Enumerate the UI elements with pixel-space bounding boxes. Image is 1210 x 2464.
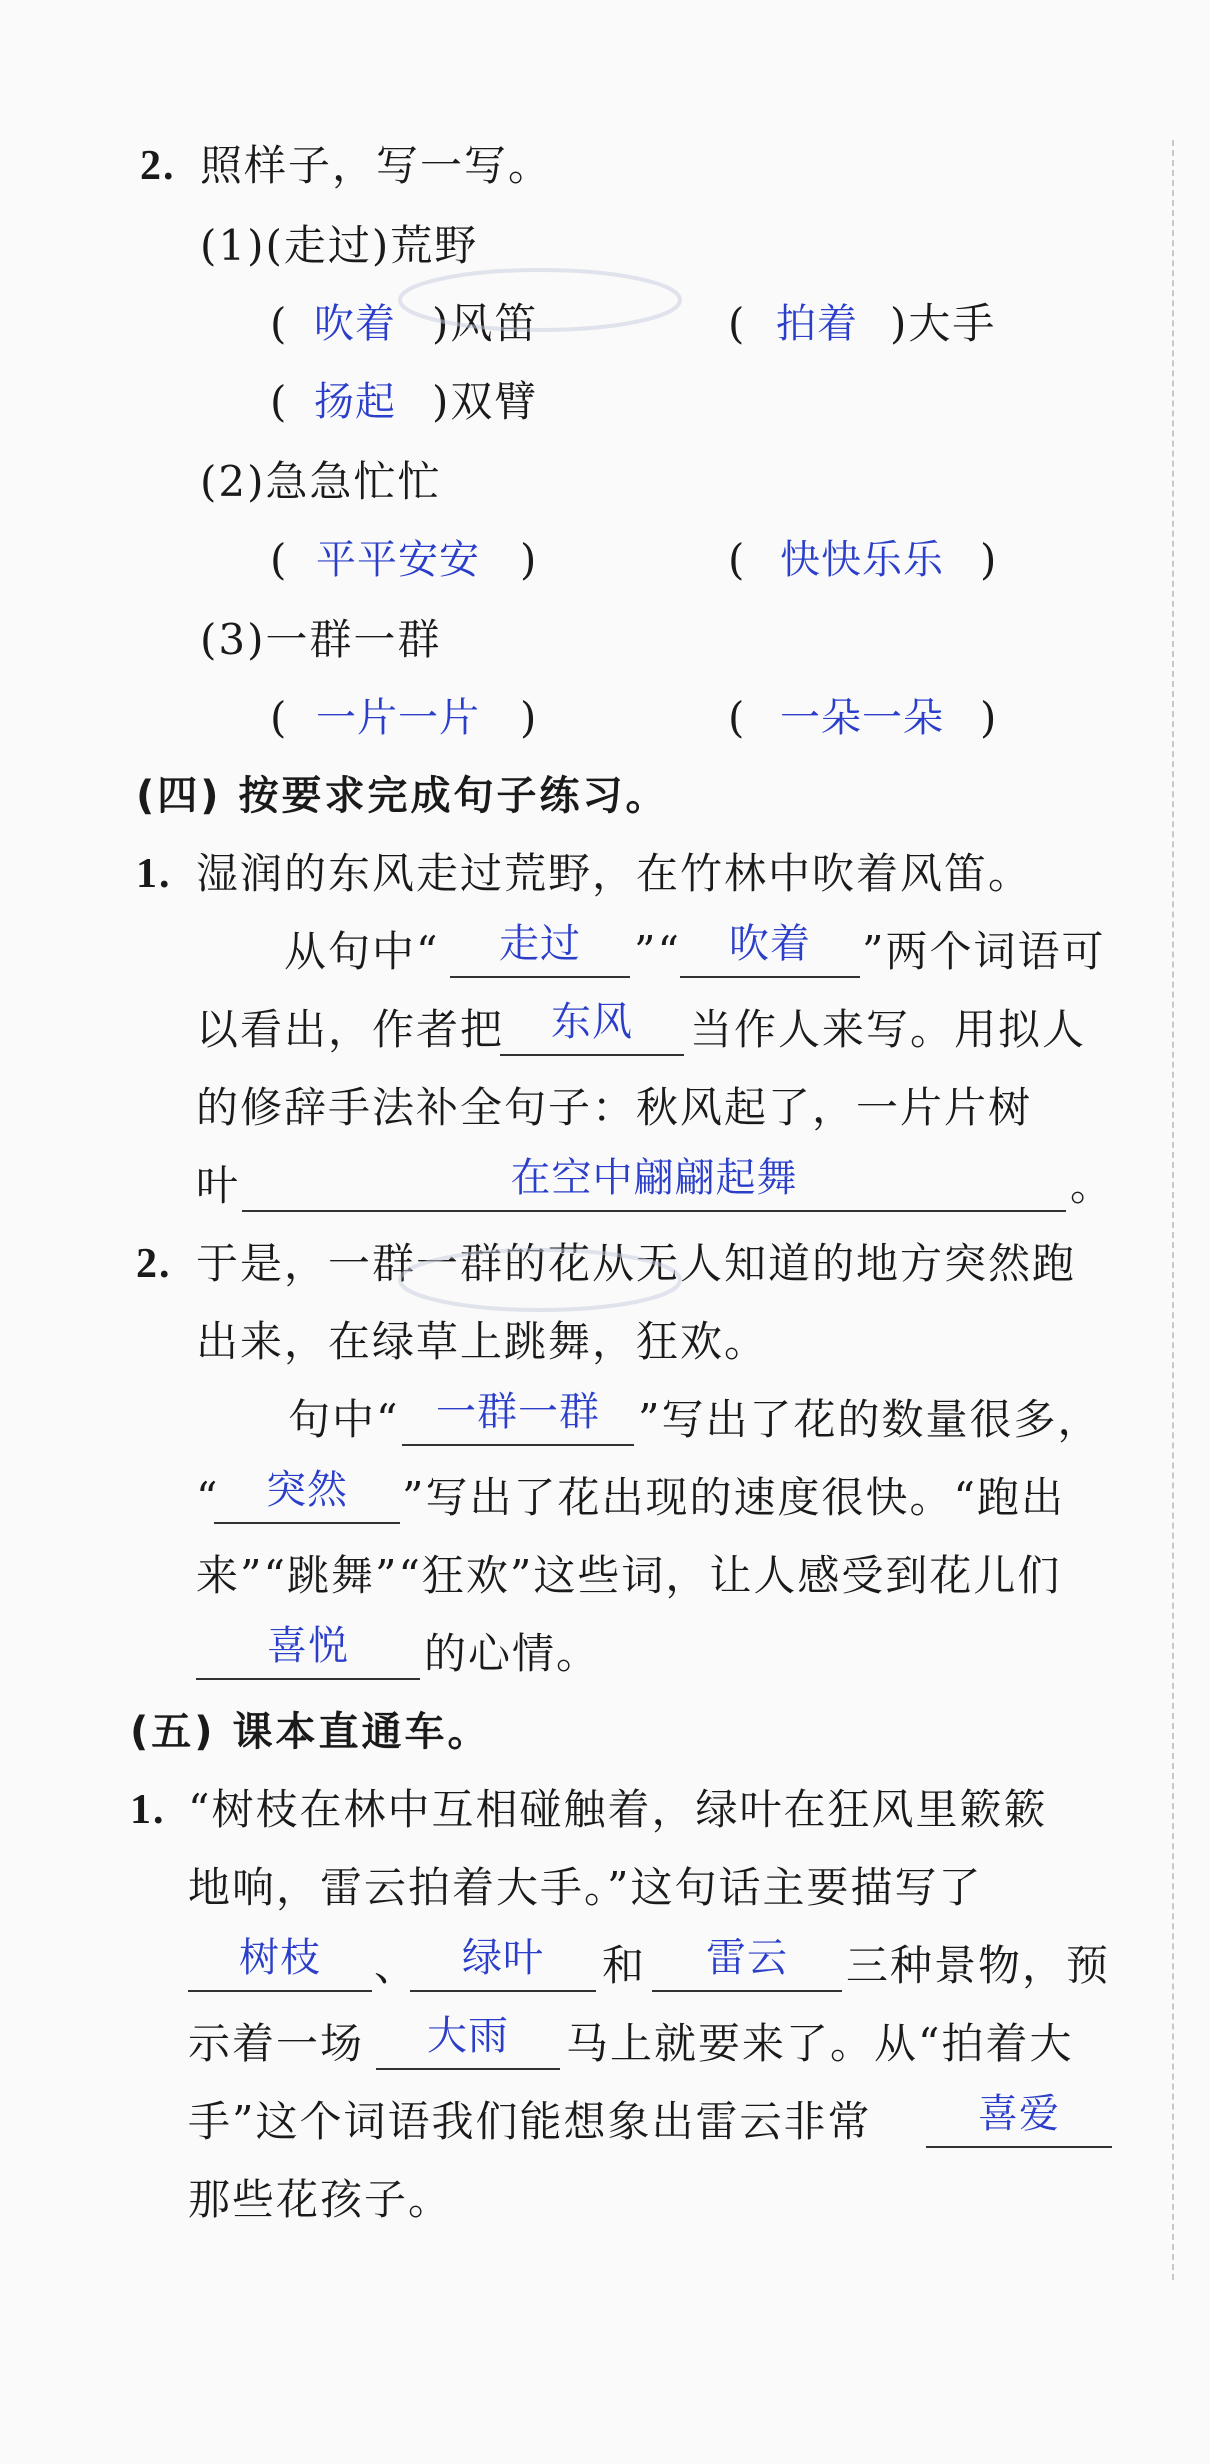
separator-text: 、 — [374, 1941, 419, 1990]
sentence-text: 从句中“ — [284, 927, 440, 976]
paren-right: ) — [520, 535, 539, 584]
answer-text: 扬起 — [314, 379, 396, 425]
paren-left: ( — [270, 535, 289, 584]
sentence-text: 的心情。 — [424, 1629, 601, 1678]
sentence-text: 的修辞手法补全句子：秋风起了，一片片树 — [196, 1083, 1033, 1132]
sentence-text: “ — [196, 1473, 220, 1522]
paren-right-text: )风笛 — [432, 299, 539, 348]
question-sentence: 湿润的东风走过荒野，在竹林中吹着风笛。 — [196, 849, 1033, 898]
paren-right: ) — [520, 693, 539, 742]
watermark-graphic — [390, 1240, 690, 1320]
question-sentence: 于是，一群一群的花从无人知道的地方突然跑 — [196, 1239, 1077, 1288]
answer-blank: 吹着 — [680, 920, 860, 978]
margin-dashed-line — [1172, 140, 1174, 2280]
sentence-text: 示着一场 — [188, 2019, 365, 2068]
question-sentence: 地响，雷云拍着大手。”这句话主要描写了 — [188, 1863, 983, 1912]
answer-text: 一片一片 — [316, 695, 480, 741]
answer-text: 一朵一朵 — [780, 695, 944, 741]
question-number: 2. — [140, 143, 176, 189]
answer-blank: 绿叶 — [410, 1934, 596, 1992]
answer-text: 平平安安 — [316, 537, 480, 583]
question-number: 1. — [136, 851, 172, 897]
sentence-text: 那些花孩子。 — [188, 2175, 453, 2224]
paren-right: ) — [980, 535, 999, 584]
sentence-text: ”“ — [634, 927, 681, 976]
subquestion-label: (1)(走过)荒野 — [200, 221, 479, 270]
answer-blank: 喜悦 — [196, 1622, 420, 1680]
answer-blank: 走过 — [450, 920, 630, 978]
answer-text: 吹着 — [314, 301, 396, 347]
sentence-text: 句中“ — [288, 1395, 400, 1444]
answer-blank: 一群一群 — [402, 1388, 634, 1446]
sentence-text: 叶 — [196, 1161, 241, 1210]
paren-left: ( — [728, 299, 747, 348]
question-sentence: 出来，在绿草上跳舞，狂欢。 — [196, 1317, 769, 1366]
subquestion-label: (2)急急忙忙 — [200, 457, 442, 506]
sentence-text: 手”这个词语我们能想象出雷云非常 — [188, 2097, 872, 2146]
question-number: 1. — [130, 1787, 166, 1833]
answer-blank: 雷云 — [652, 1934, 842, 1992]
paren-left: ( — [728, 535, 747, 584]
subquestion-label: (3)一群一群 — [200, 615, 442, 664]
answer-blank: 大雨 — [376, 2012, 560, 2070]
question-number: 2. — [136, 1241, 172, 1287]
answer-text: 快快乐乐 — [780, 537, 944, 583]
section-title: (四) 按要求完成句子练习。 — [136, 773, 669, 819]
answer-blank: 在空中翩翩起舞 — [242, 1154, 1066, 1212]
answer-blank: 突然 — [214, 1466, 400, 1524]
paren-left: ( — [270, 693, 289, 742]
paren-left: ( — [270, 377, 289, 426]
paren-left: ( — [728, 693, 747, 742]
section-title: (五) 课本直通车。 — [130, 1709, 491, 1755]
paren-right-text: )大手 — [890, 299, 997, 348]
answer-blank: 喜爱 — [926, 2090, 1112, 2148]
question-sentence: “树枝在林中互相碰触着，绿叶在狂风里簌簌 — [188, 1785, 1048, 1834]
paren-right: ) — [980, 693, 999, 742]
sentence-text: ”两个词语可 — [862, 927, 1106, 976]
sentence-text: 当作人来写。用拟人 — [690, 1005, 1087, 1054]
sentence-text: 以看出，作者把 — [196, 1005, 505, 1054]
answer-text: 拍着 — [776, 301, 858, 347]
sentence-text: 三种景物，预 — [846, 1941, 1111, 1990]
watermark-graphic — [390, 260, 690, 340]
sentence-text: ”写出了花出现的速度很快。“跑出 — [402, 1473, 1065, 1522]
separator-text: 和 — [602, 1941, 647, 1990]
question-title: 照样子，写一写。 — [200, 141, 553, 190]
sentence-text: 马上就要来了。从“拍着大 — [566, 2019, 1074, 2068]
sentence-text: 。 — [1070, 1161, 1115, 1210]
paren-right-text: )双臂 — [432, 377, 539, 426]
paren-left: ( — [270, 299, 289, 348]
answer-blank: 东风 — [500, 998, 684, 1056]
sentence-text: ”写出了花的数量很多， — [638, 1395, 1102, 1444]
sentence-text: 来”“跳舞”“狂欢”这些词，让人感受到花儿们 — [196, 1551, 1062, 1600]
answer-blank: 树枝 — [188, 1934, 372, 1992]
